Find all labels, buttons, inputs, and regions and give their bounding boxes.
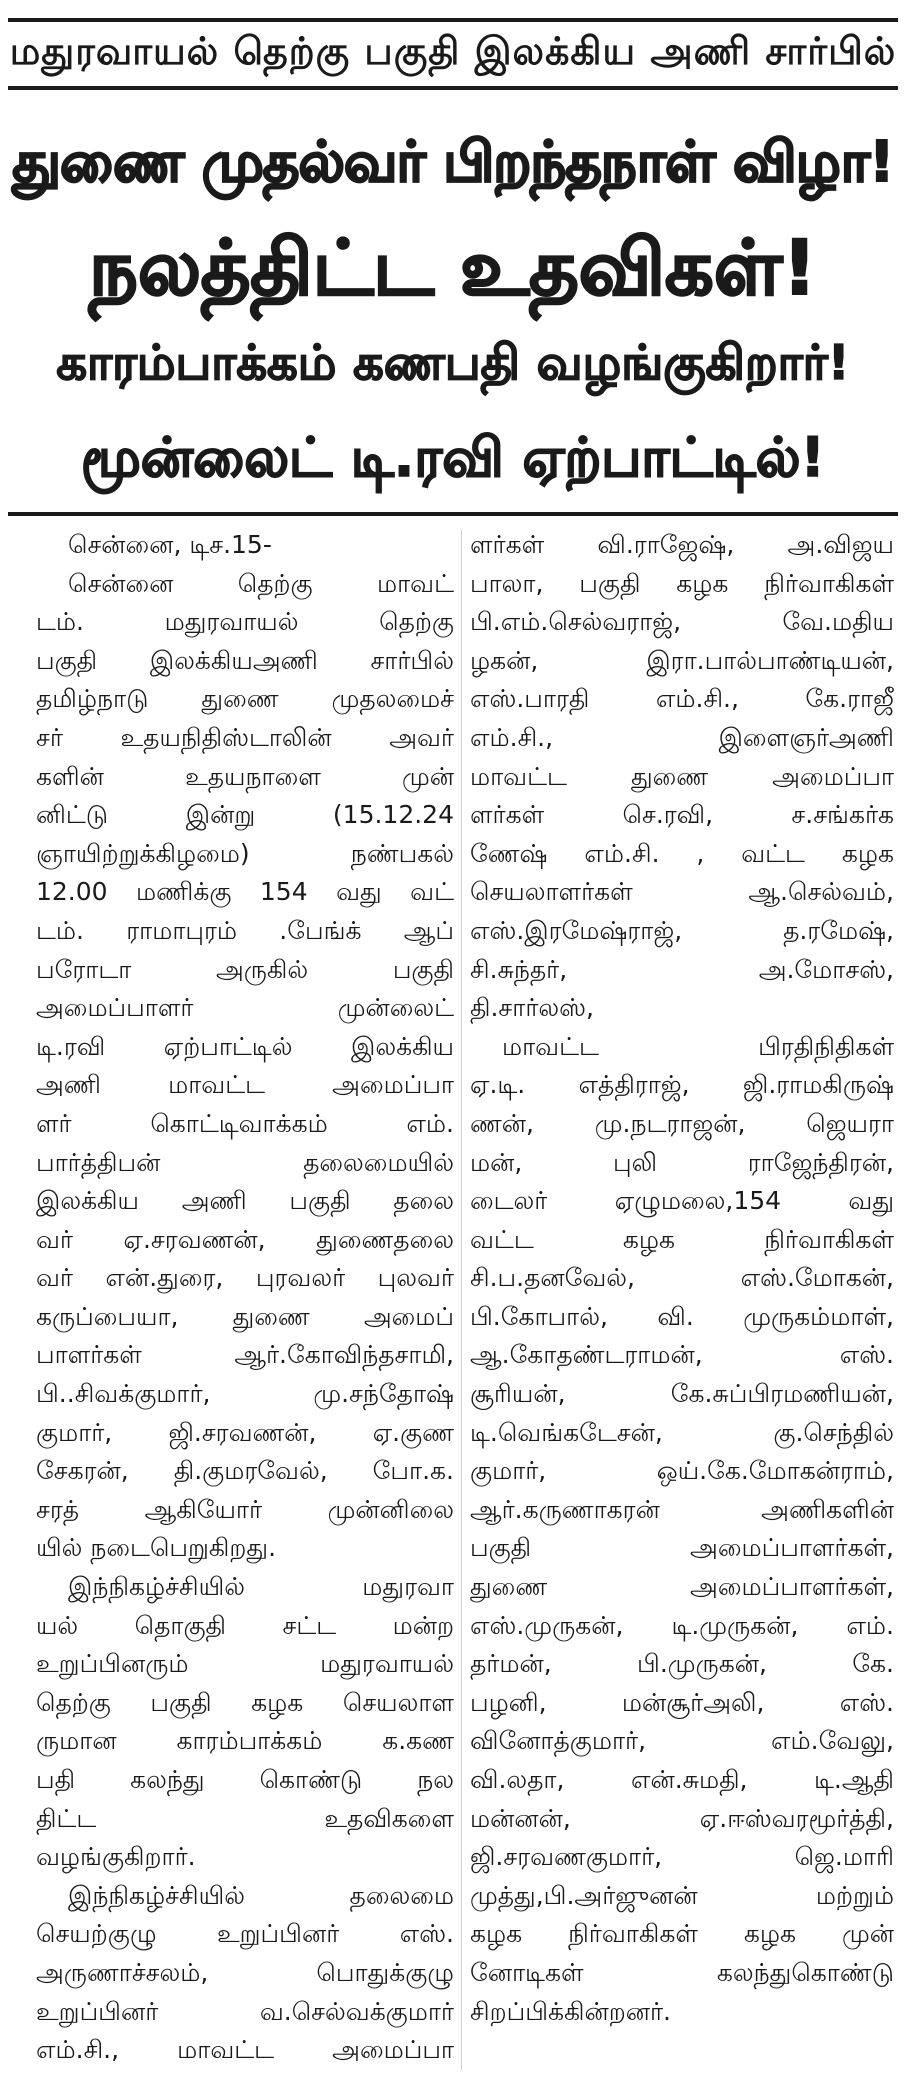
article-line: னிட்டு இன்று (15.12.24 xyxy=(36,800,454,830)
headline-rule xyxy=(8,512,898,516)
article-line: ஆர்.கருணாகரன் அணிகளின் xyxy=(470,1494,894,1524)
article-line: எம்.சி., இளைஞர்அணி xyxy=(470,722,894,752)
article-line: பாலா, பகுதி கழக நிர்வாகிகள் xyxy=(470,568,894,598)
article-line: எஸ்.முருகன், டி.முருகன், எம். xyxy=(470,1610,894,1640)
article-line: வினோத்குமார், எம்.வேலு, xyxy=(470,1726,894,1756)
article-line: டி.வெங்கடேசன், கு.செந்தில் xyxy=(470,1417,894,1447)
article-line: அணி மாவட்ட அமைப்பா xyxy=(36,1070,454,1100)
article-line: துணை அமைப்பாளர்கள், xyxy=(470,1572,894,1602)
article-line: சர் உதயநிதிஸ்டாலின் அவர் xyxy=(36,722,454,752)
article-line: இலக்கிய அணி பகுதி தலை xyxy=(36,1186,454,1216)
article-line: சூரியன், கே.சுப்பிரமணியன், xyxy=(470,1379,894,1409)
article-line: பார்த்திபன் தலைமையில் xyxy=(36,1147,454,1177)
article-line: களின் உதயநாளை முன் xyxy=(36,761,454,791)
article-column-right xyxy=(470,526,894,2078)
article-line: தமிழ்நாடு துணை முதலமைச் xyxy=(36,684,454,714)
article-line: பாளர்கள் ஆர்.கோவிந்தசாமி, xyxy=(36,1340,454,1370)
article-line: பதி கலந்து கொண்டு நல xyxy=(36,1765,454,1794)
article-line: பரோடா அருகில் பகுதி xyxy=(36,954,454,984)
article-line: சென்னை, டிச.15- xyxy=(68,530,272,559)
headline-moonlight-ravi: மூன்லைட் டி.ரவி ஏற்பாட்டில்! xyxy=(80,426,826,489)
article-line: னோடிகள் கலந்துகொண்டு xyxy=(470,1957,894,1987)
article-line: ளர் கொட்டிவாக்கம் எம். xyxy=(36,1108,454,1138)
article-line: தர்மன், பி.முருகன், கே. xyxy=(470,1649,894,1679)
article-line: சி.ப.தனவேல், எஸ்.மோகன், xyxy=(470,1263,894,1293)
article-line: உறுப்பினர் வ.செல்வக்குமார் xyxy=(36,1996,454,2026)
article-line: சி.சுந்தர், அ.மோசஸ், xyxy=(470,954,894,984)
article-line: டம். ராமாபுரம் .பேங்க் ஆப் xyxy=(36,915,454,945)
article-line: வட்ட கழக நிர்வாகிகள் xyxy=(470,1224,894,1254)
article-line: பகுதி இலக்கியஅணி சார்பில் xyxy=(36,645,454,675)
article-line: பி.எம்.செல்வராஜ், வே.மதிய xyxy=(470,607,894,637)
article-line: வி.லதா, என்.சுமதி, டி.ஆதி xyxy=(470,1765,894,1794)
article-line: பி..சிவக்குமார், மு.சந்தோஷ் xyxy=(36,1379,454,1409)
article-line: மாவட்ட துணை அமைப்பா xyxy=(470,761,894,791)
article-line: வழங்குகிறார். xyxy=(36,1842,196,1872)
article-line: உறுப்பினரும் மதுரவாயல் xyxy=(36,1649,454,1679)
article-line: ஏ.டி. எத்திராஜ், ஜி.ராமகிருஷ் xyxy=(470,1070,894,1100)
article-line: ஞாயிற்றுக்கிழமை) நண்பகல் xyxy=(36,838,454,868)
article-line: பி.கோபால், வி. முருகம்மாள், xyxy=(470,1301,894,1331)
article-line: கழக நிர்வாகிகள் கழக முன் xyxy=(470,1919,894,1949)
article-line: டம். மதுரவாயல் தெற்கு xyxy=(36,607,454,637)
article-line: சேகரன், தி.குமரவேல், போ.க. xyxy=(36,1456,454,1486)
headline-welfare-aid: நலத்திட்ட உதவிகள்! xyxy=(89,223,817,312)
article-line: சரத் ஆகியோர் முன்னிலை xyxy=(36,1494,454,1524)
article-line: ணன், மு.நடராஜன், ஜெயரா xyxy=(470,1108,894,1138)
article-line: தெற்கு பகுதி கழக செயலாள xyxy=(36,1687,454,1717)
article-line: கருப்பையா, துணை அமைப் xyxy=(36,1301,454,1331)
article-line: ழகன், இரா.பால்பாண்டியன், xyxy=(470,645,894,675)
headline-birthday-celebration: துணை முதல்வர் பிறந்தநாள் விழா! xyxy=(12,130,894,195)
article-line: மாவட்ட பிரதிநிதிகள் xyxy=(502,1031,894,1061)
article-line: வர் என்.துரை, புரவலர் புலவர் xyxy=(36,1263,454,1293)
article-line: இந்நிகழ்ச்சியில் தலைமை xyxy=(68,1880,454,1910)
article-line: யல் தொகுதி சட்ட மன்ற xyxy=(36,1610,454,1640)
article-line: இந்நிகழ்ச்சியில் மதுரவா xyxy=(68,1572,454,1602)
article-line: வர் ஏ.சரவணன், துணைதலை xyxy=(36,1224,454,1254)
article-line: பழனி, மன்சூர்அலி, எஸ். xyxy=(470,1687,894,1717)
article-line: எம்.சி., மாவட்ட அமைப்பா xyxy=(36,2035,454,2065)
headline-karambakkam-ganapathi: காரம்பாக்கம் கணபதி வழங்குகிறார்! xyxy=(56,335,850,391)
article-line: ஜி.சரவணகுமார், ஜெ.மாரி xyxy=(470,1842,894,1872)
article-line: டைலர் ஏழுமலை,154 வது xyxy=(470,1186,894,1216)
article-line: சென்னை தெற்கு மாவட் xyxy=(68,568,454,598)
article-line: தி.சார்லஸ், xyxy=(470,993,594,1023)
article-line: ஆ.கோதண்டராமன், எஸ். xyxy=(470,1340,894,1370)
article-line: முத்து,பி.அர்ஜுனன் மற்றும் xyxy=(470,1880,894,1910)
article-line: செயலாளர்கள் ஆ.செல்வம், xyxy=(470,877,894,907)
article-line: டி.ரவி ஏற்பாட்டில் இலக்கிய xyxy=(36,1031,454,1061)
article-line: மன்னன், ஏ.ஈஸ்வரமூர்த்தி, xyxy=(470,1803,894,1833)
article-line: மன், புலி ராஜேந்திரன், xyxy=(470,1147,894,1177)
article-column-left xyxy=(36,526,454,2078)
article-line: சிறப்பிக்கின்றனர். xyxy=(470,1996,671,2026)
article-line: குமார், ஒய்.கே.மோகன்ராம், xyxy=(470,1456,894,1486)
article-line: பகுதி அமைப்பாளர்கள், xyxy=(470,1533,894,1563)
article-line: 12.00 மணிக்கு 154 வது வட் xyxy=(36,877,454,907)
column-divider xyxy=(461,530,462,2070)
article-line: எஸ்.இரமேஷ்ராஜ், த.ரமேஷ், xyxy=(470,915,894,945)
article-line: ருமான காரம்பாக்கம் க.கண xyxy=(36,1726,454,1756)
article-line: அருணாச்சலம், பொதுக்குழு xyxy=(36,1957,454,1987)
article-line: செயற்குழு உறுப்பினர் எஸ். xyxy=(36,1919,454,1949)
article-line: ணேஷ் எம்.சி. , வட்ட கழக xyxy=(470,838,894,868)
kicker-line: மதுரவாயல் தெற்கு பகுதி இலக்கிய அணி சார்பில் xyxy=(8,18,898,90)
article-line: ளர்கள் செ.ரவி, ச.சங்கர்க xyxy=(470,800,894,830)
article-line: திட்ட உதவிகளை xyxy=(36,1803,454,1833)
article-line: குமார், ஜி.சரவணன், ஏ.குண xyxy=(36,1417,454,1447)
article-line: அமைப்பாளர் முன்லைட் xyxy=(36,993,454,1023)
article-line: எஸ்.பாரதி எம்.சி., கே.ராஜீ xyxy=(470,684,894,714)
article-line: ளர்கள் வி.ராஜேஷ், அ.விஜய xyxy=(470,530,894,559)
article-line: யில் நடைபெறுகிறது. xyxy=(36,1533,277,1563)
